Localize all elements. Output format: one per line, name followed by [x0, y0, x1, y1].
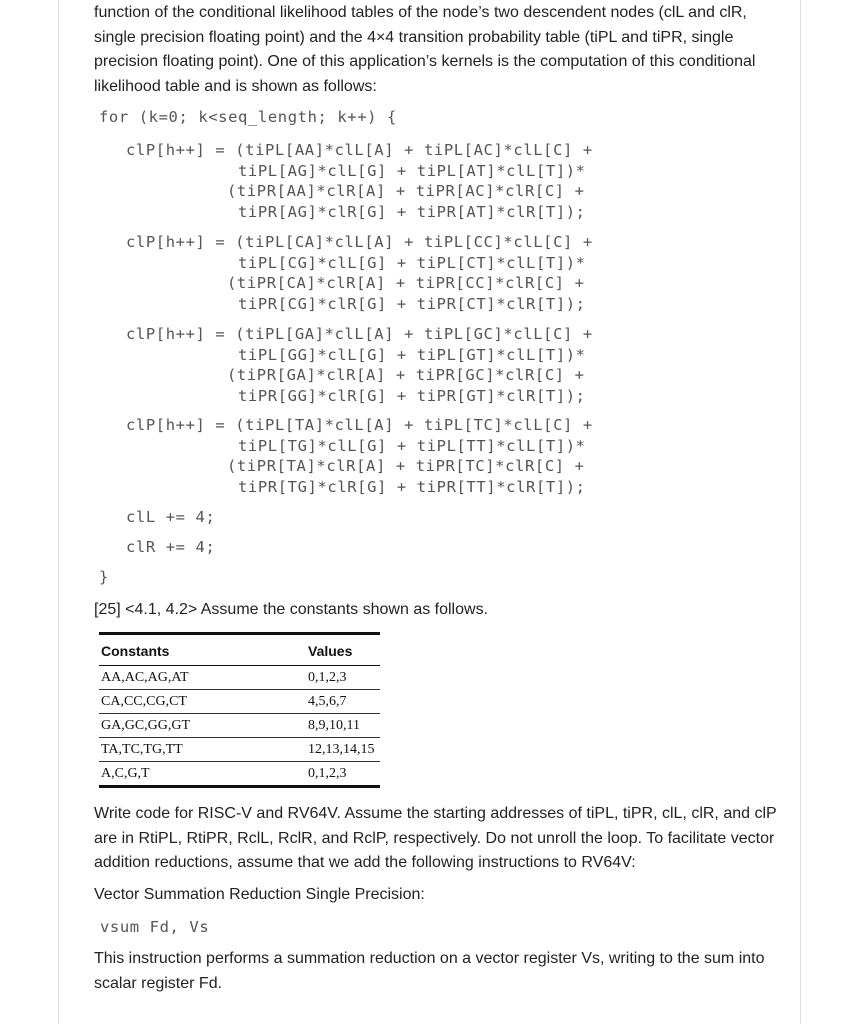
code-line: (tiPR[CA]*clR[A] + tiPR[CC]*clR[C] + — [227, 274, 585, 292]
vsum-code: vsum Fd, Vs — [100, 918, 210, 936]
table-row — [99, 738, 380, 762]
code-line: (tiPR[TA]*clR[A] + tiPR[TC]*clR[C] + — [227, 457, 585, 475]
code-line: (tiPR[AA]*clR[A] + tiPR[AC]*clR[C] + — [227, 182, 585, 200]
code-line: tiPL[CG]*clL[G] + tiPL[CT]*clL[T])* — [238, 254, 586, 272]
table-cell: A,C,G,T — [101, 765, 150, 781]
table-cell: GA,GC,GG,GT — [99, 714, 306, 738]
vsum-description: This instruction performs a summation reduction on a vector register Vs, writing to the sum into scalar register Fd. — [94, 950, 765, 992]
table-header-row — [99, 634, 380, 666]
intro-paragraph: function of the conditional likelihood tables of the node’s two descendent nodes (clL and clR, single precision floating point) and the 4×4 transition probability table (tiPL and tiPR, single precision floating point). One of this application’s kernels is the computation of this conditional likelihood table and is shown as follows: — [94, 4, 756, 95]
code-line: clP[h++] = (tiPL[CA]*clL[A] + tiPL[CC]*clL[C] + — [126, 233, 593, 251]
table-cell: 0,1,2,3 — [306, 666, 380, 690]
table-cell: TA,TC,TG,TT — [99, 738, 306, 762]
table-cell: 8,9,10,11 — [306, 714, 380, 738]
table-row — [99, 714, 380, 738]
code-line: clP[h++] = (tiPL[AA]*clL[A] + tiPL[AC]*clL[C] + — [126, 141, 593, 159]
table-row — [99, 762, 380, 787]
task-paragraph: Write code for RISC-V and RV64V. Assume the starting addresses of tiPL, tiPR, clL, clR, and clP are in RtiPL, RtiPR, RclL, RclR, and RclP, respectively. Do not unroll the loop. To facilitate vector addition reductions, assume that we add the following instructions to RV64V: — [94, 805, 777, 871]
table-cell: 12,13,14,15 — [306, 738, 380, 762]
code-line: tiPR[CG]*clR[G] + tiPR[CT]*clR[T]); — [238, 295, 586, 313]
table-cell: 4,5,6,7 — [306, 690, 380, 714]
constants-table — [99, 632, 380, 788]
vsum-title: Vector Summation Reduction Single Precision: — [94, 886, 425, 903]
table-cell: 0,1,2,3 — [308, 765, 347, 781]
code-line: tiPL[GG]*clL[G] + tiPL[GT]*clL[T])* — [238, 346, 586, 364]
exercise-heading: [25] <4.1, 4.2> Assume the constants shown as follows. — [94, 601, 489, 618]
table-cell: CA,CC,CG,CT — [99, 690, 306, 714]
code-line: tiPL[AG]*clL[G] + tiPL[AT]*clL[T])* — [238, 162, 586, 180]
code-line: tiPL[TG]*clL[G] + tiPL[TT]*clL[T])* — [238, 437, 586, 455]
column-header: Constants — [99, 634, 306, 666]
increment-cll: clL += 4; — [126, 508, 216, 526]
increment-clr: clR += 4; — [126, 538, 216, 556]
column-header: Values — [306, 634, 380, 666]
code-line: tiPR[GG]*clR[G] + tiPR[GT]*clR[T]); — [238, 387, 586, 405]
code-line: (tiPR[GA]*clR[A] + tiPR[GC]*clR[C] + — [227, 366, 585, 384]
table-cell: AA,AC,AG,AT — [99, 666, 306, 690]
document-page — [58, 0, 801, 1024]
code-line: clP[h++] = (tiPL[TA]*clL[A] + tiPL[TC]*clL[C] + — [126, 416, 593, 434]
code-line: clP[h++] = (tiPL[GA]*clL[A] + tiPL[GC]*clL[C] + — [126, 325, 593, 343]
table-row — [99, 666, 380, 690]
code-line: tiPR[TG]*clR[G] + tiPR[TT]*clR[T]); — [238, 478, 586, 496]
table-row — [99, 690, 380, 714]
for-loop-header: for (k=0; k<seq_length; k++) { — [99, 108, 397, 126]
loop-close-brace: } — [99, 568, 109, 586]
code-line: tiPR[AG]*clR[G] + tiPR[AT]*clR[T]); — [238, 203, 586, 221]
